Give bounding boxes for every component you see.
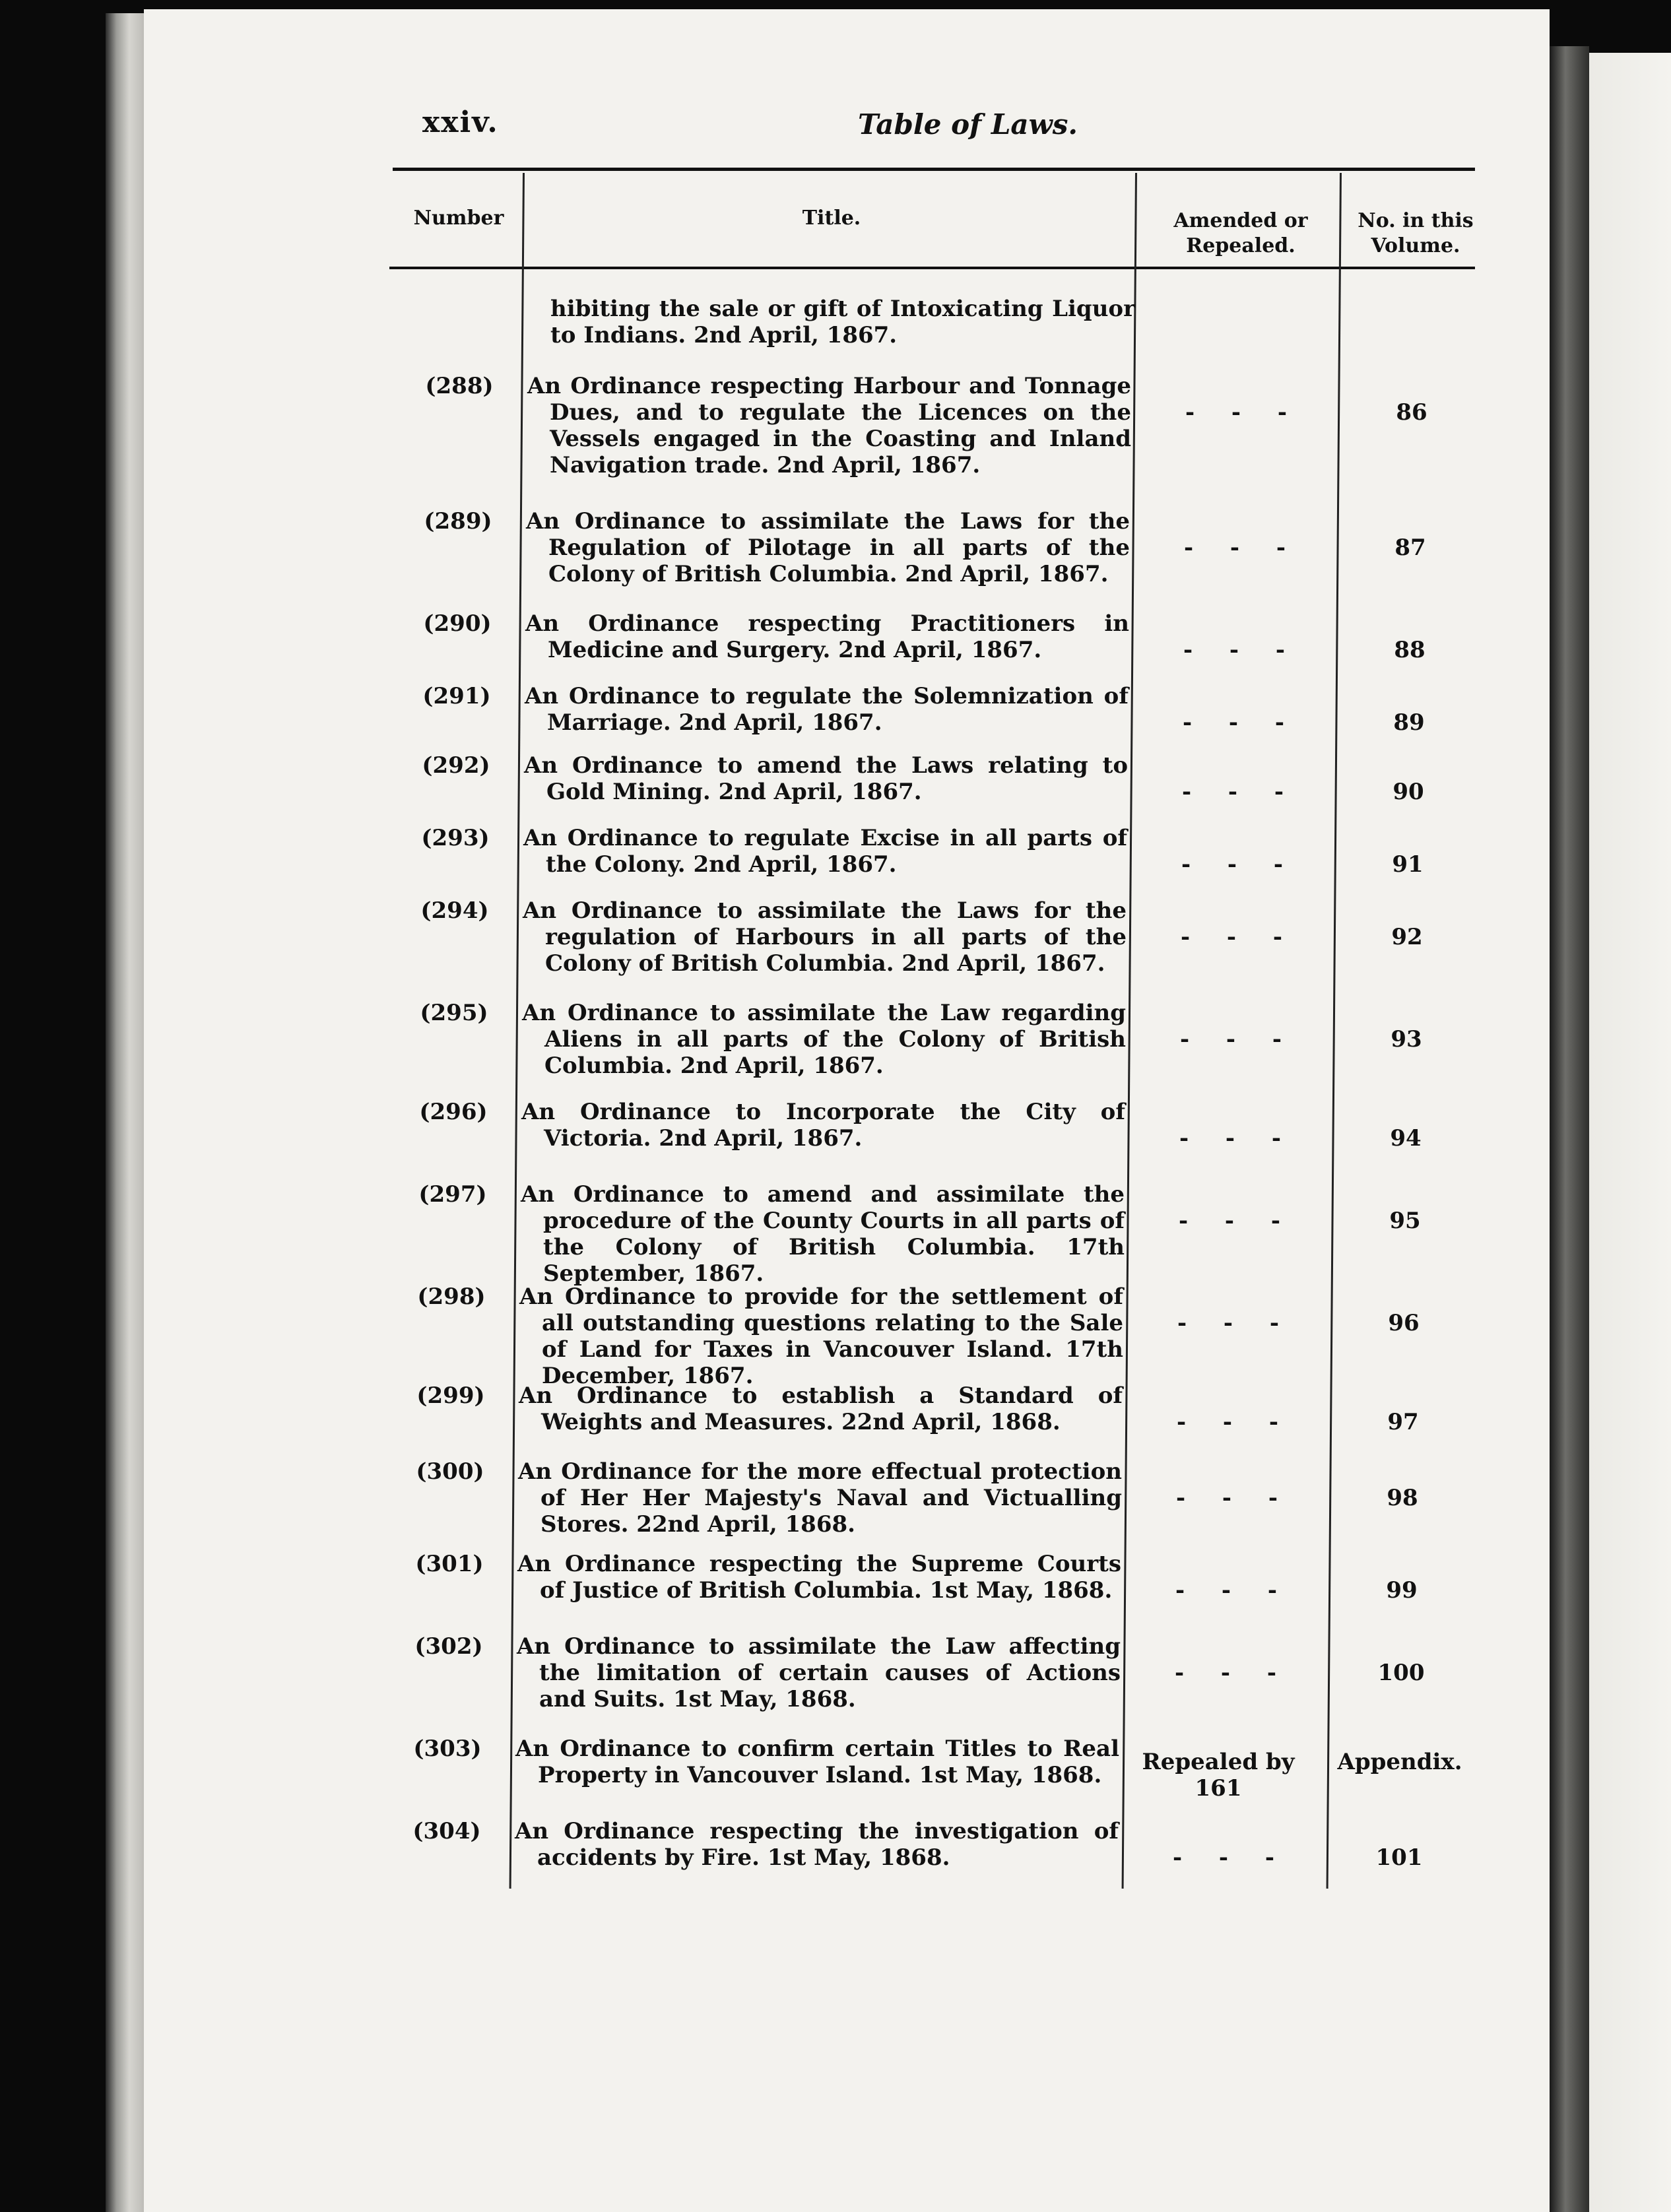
row-number: (294) bbox=[420, 897, 489, 924]
row-title: An Ordinance to amend the Laws relating to Gold Mining. 2nd April, 1867. bbox=[524, 752, 1128, 805]
row-number: (289) bbox=[424, 508, 492, 535]
row-volume: 97 bbox=[1387, 1409, 1419, 1435]
row-amended: - - - bbox=[1179, 1026, 1296, 1053]
row-number: (300) bbox=[416, 1458, 484, 1485]
row-number: (304) bbox=[412, 1818, 481, 1844]
row-title: An Ordinance respecting Practitioners in Medicine and Surgery. 2nd April, 1867. bbox=[525, 610, 1129, 663]
row-title: An Ordinance to amend and assimilate the procedure of the County Courts in all parts of the Colony of British Columbia. 17th September, 1867. bbox=[521, 1181, 1125, 1287]
row-volume: 92 bbox=[1391, 924, 1423, 950]
row-volume: Appendix. bbox=[1337, 1749, 1462, 1775]
row-volume: 94 bbox=[1390, 1125, 1422, 1152]
column-header-amended: Amended or Repealed. bbox=[1173, 209, 1308, 257]
page-number: xxiv. bbox=[422, 106, 499, 139]
row-amended: - - - bbox=[1175, 1485, 1292, 1511]
row-volume: 93 bbox=[1391, 1026, 1422, 1053]
row-volume: 88 bbox=[1394, 637, 1425, 663]
row-amended: - - - bbox=[1181, 779, 1298, 805]
row-volume: 95 bbox=[1389, 1208, 1421, 1234]
row-number: (290) bbox=[423, 610, 492, 637]
row-amended: Repealed by 161 bbox=[1142, 1749, 1295, 1802]
row-title: An Ordinance to Incorporate the City of Victoria. 2nd April, 1867. bbox=[521, 1099, 1125, 1152]
row-volume: 99 bbox=[1386, 1577, 1418, 1604]
row-amended: - - - bbox=[1172, 1844, 1289, 1871]
row-amended: - - - bbox=[1180, 924, 1297, 950]
row-number: (293) bbox=[421, 825, 490, 851]
row-title: An Ordinance to assimilate the Law regarding Aliens in all parts of the Colony of British Columbia. 2nd April, 1867. bbox=[522, 1000, 1126, 1079]
row-number: (296) bbox=[419, 1099, 488, 1125]
row-number: (288) bbox=[425, 373, 494, 399]
row-title: An Ordinance to confirm certain Titles to Real Property in Vancouver Island. 1st May, 1868. bbox=[515, 1736, 1119, 1788]
row-title: An Ordinance respecting the Supreme Courts of Justice of British Columbia. 1st May, 1868. bbox=[517, 1551, 1121, 1604]
row-amended: - - - bbox=[1176, 1409, 1293, 1435]
facing-page bbox=[1589, 53, 1671, 2212]
row-number: (298) bbox=[417, 1284, 486, 1310]
row-number: (297) bbox=[418, 1181, 487, 1208]
row-volume: 101 bbox=[1375, 1844, 1423, 1871]
book-spine bbox=[1550, 46, 1589, 2212]
row-volume: 89 bbox=[1393, 709, 1425, 736]
row-amended: - - - bbox=[1182, 709, 1299, 736]
row-amended: - - - bbox=[1181, 851, 1297, 878]
row-volume: 86 bbox=[1396, 399, 1427, 426]
table-top-rule bbox=[393, 168, 1475, 171]
row-amended: - - - bbox=[1178, 1208, 1295, 1234]
column-header-volume: No. in this Volume. bbox=[1358, 209, 1474, 257]
row-amended: - - - bbox=[1185, 399, 1301, 426]
row-volume: 98 bbox=[1387, 1485, 1418, 1511]
row-number: (292) bbox=[422, 752, 490, 779]
row-title: An Ordinance for the more effectual protection of Her Her Majesty's Naval and Victualling Stores. 22nd April, 1868. bbox=[518, 1458, 1122, 1538]
row-title: An Ordinance to regulate Excise in all parts of the Colony. 2nd April, 1867. bbox=[523, 825, 1127, 878]
row-title: An Ordinance to establish a Standard of Weights and Measures. 22nd April, 1868. bbox=[519, 1382, 1123, 1435]
row-volume: 91 bbox=[1392, 851, 1424, 878]
running-title: Table of Laws. bbox=[858, 108, 1078, 141]
row-volume: 87 bbox=[1394, 535, 1426, 561]
row-title: An Ordinance respecting the investigation of accidents by Fire. 1st May, 1868. bbox=[515, 1818, 1119, 1871]
table-header-rule bbox=[389, 267, 1475, 269]
column-header-number: Number bbox=[413, 207, 504, 230]
row-title: An Ordinance to assimilate the Laws for the regulation of Harbours in all parts of the Colony of British Columbia. 2nd April, 1867. bbox=[523, 897, 1127, 977]
row-amended: - - - bbox=[1183, 637, 1299, 663]
row-number: (303) bbox=[413, 1736, 482, 1762]
row-amended: - - - bbox=[1179, 1125, 1295, 1152]
row-title: An Ordinance respecting Harbour and Tonnage Dues, and to regulate the Licences on the Vessels engaged in the Coasting and Inland Navigation trade. 2nd April, 1867. bbox=[527, 373, 1131, 478]
row-title: An Ordinance to provide for the settlement of all outstanding questions relating to the Sale of Land for Taxes in Vancouver Island. 17th December, 1867. bbox=[519, 1284, 1123, 1389]
row-amended: - - - bbox=[1183, 535, 1300, 561]
column-header-title: Title. bbox=[802, 207, 861, 230]
row-title: hibiting the sale or gift of Intoxicating Liquor to Indians. 2nd April, 1867. bbox=[550, 296, 1135, 348]
row-number: (299) bbox=[416, 1382, 485, 1409]
row-number: (291) bbox=[422, 683, 491, 709]
row-amended: - - - bbox=[1177, 1310, 1294, 1336]
row-volume: 100 bbox=[1377, 1660, 1425, 1686]
row-amended: - - - bbox=[1174, 1660, 1291, 1686]
row-number: (295) bbox=[420, 1000, 488, 1026]
row-volume: 90 bbox=[1392, 779, 1424, 805]
row-number: (302) bbox=[414, 1633, 483, 1660]
row-title: An Ordinance to assimilate the Law affecting the limitation of certain causes of Actions and Suits. 1st May, 1868. bbox=[517, 1633, 1121, 1712]
row-amended: - - - bbox=[1175, 1577, 1292, 1604]
row-volume: 96 bbox=[1388, 1310, 1420, 1336]
row-number: (301) bbox=[415, 1551, 484, 1577]
row-title: An Ordinance to assimilate the Laws for the Regulation of Pilotage in all parts of the Colony of British Columbia. 2nd April, 1867. bbox=[526, 508, 1130, 587]
row-title: An Ordinance to regulate the Solemnization of Marriage. 2nd April, 1867. bbox=[525, 683, 1129, 736]
